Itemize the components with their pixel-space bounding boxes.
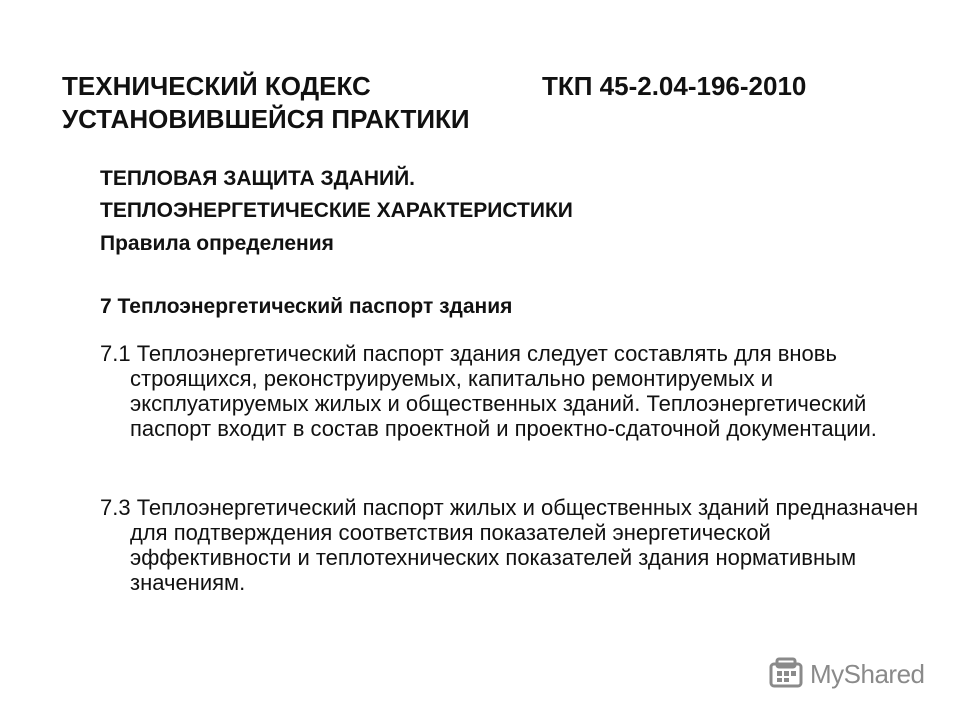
document-subtitle: Правила определения [100,232,334,255]
document-title-line2: ТЕПЛОЭНЕРГЕТИЧЕСКИЕ ХАРАКТЕРИСТИКИ [100,199,573,222]
paragraph-7-1: 7.1 Теплоэнергетический паспорт здания следует составлять для вновь строящихся, реконструируемых, капитально ремонтируемых и эксплуатируемых жилых и общественных зданий. Теплоэнергетический паспорт входит в состав проектной и проектно-сдаточной документации. [100,341,877,441]
myshared-logo-icon [768,656,804,692]
section-heading: 7 Теплоэнергетический паспорт здания [100,295,513,318]
document-code: ТКП 45-2.04-196-2010 [542,71,807,101]
paragraph-7-3: 7.3 Теплоэнергетический паспорт жилых и общественных зданий предназначен для подтверждения соответствия показателей энергетической эффективности и теплотехнических показателей здания нормативным значениям. [100,495,919,595]
myshared-logo-text: MyShared [810,658,925,689]
document-title-line1: ТЕПЛОВАЯ ЗАЩИТА ЗДАНИЙ. [100,167,415,190]
myshared-watermark [768,656,925,692]
document-type-line2: УСТАНОВИВШЕЙСЯ ПРАКТИКИ [62,104,470,134]
document-type-line1: ТЕХНИЧЕСКИЙ КОДЕКС [62,71,371,101]
